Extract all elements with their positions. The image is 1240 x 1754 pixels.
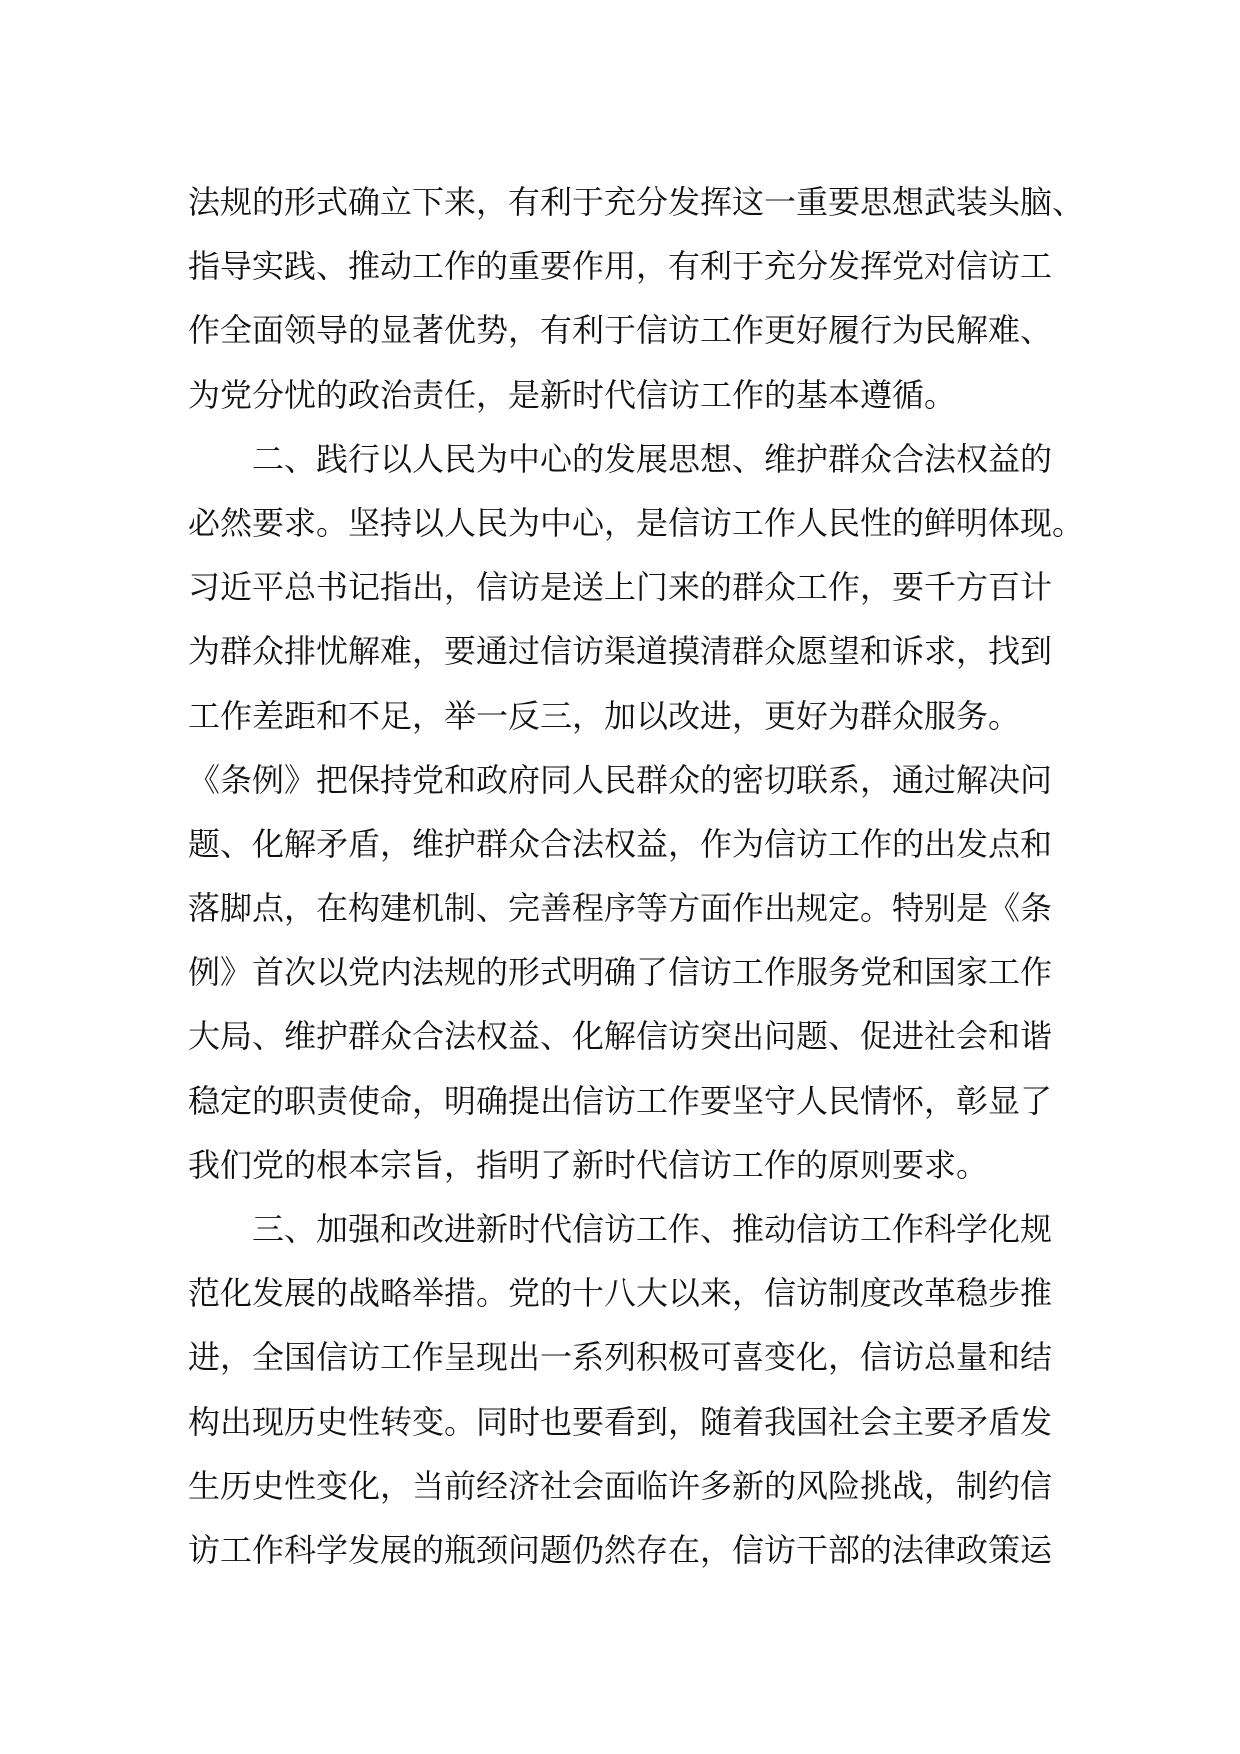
text-line: 范化发展的战略举措。党的十八大以来，信访制度改革稳步推 xyxy=(188,1274,1053,1313)
text-line: 为群众排忧解难，要通过信访渠道摸清群众愿望和诉求，找到 xyxy=(188,632,1053,671)
paragraph-heading-two: 二、践行以人民为中心的发展思想、维护群众合法权益的 xyxy=(252,439,1053,478)
text-line: 进，全国信访工作呈现出一系列积极可喜变化，信访总量和结 xyxy=(188,1338,1053,1377)
text-line: 《条例》把保持党和政府同人民群众的密切联系，通过解决问 xyxy=(188,760,1053,799)
text-line: 稳定的职责使命，明确提出信访工作要坚守人民情怀，彰显了 xyxy=(188,1081,1053,1120)
text-line: 我们党的根本宗旨，指明了新时代信访工作的原则要求。 xyxy=(188,1145,989,1184)
text-line: 生历史性变化，当前经济社会面临许多新的风险挑战，制约信 xyxy=(188,1466,1053,1505)
text-line: 工作差距和不足，举一反三，加以改进，更好为群众服务。 xyxy=(188,696,1021,735)
text-line: 访工作科学发展的瓶颈问题仍然存在，信访干部的法律政策运 xyxy=(188,1530,1053,1569)
text-line: 大局、维护群众合法权益、化解信访突出问题、促进社会和谐 xyxy=(188,1017,1053,1056)
body-text xyxy=(188,170,1085,1582)
text-line: 习近平总书记指出，信访是送上门来的群众工作，要千方百计 xyxy=(188,568,1053,607)
text-line: 指导实践、推动工作的重要作用，有利于充分发挥党对信访工 xyxy=(188,247,1053,286)
text-line: 必然要求。坚持以人民为中心，是信访工作人民性的鲜明体现。 xyxy=(188,503,1085,542)
paragraph-heading-three: 三、加强和改进新时代信访工作、推动信访工作科学化规 xyxy=(252,1210,1053,1248)
text-line: 构出现历史性转变。同时也要看到，随着我国社会主要矛盾发 xyxy=(188,1402,1053,1441)
text-line: 作全面领导的显著优势，有利于信访工作更好履行为民解难、 xyxy=(188,311,1053,350)
text-line: 为党分忧的政治责任，是新时代信访工作的基本遵循。 xyxy=(188,375,957,414)
text-line: 题、化解矛盾，维护群众合法权益，作为信访工作的出发点和 xyxy=(188,824,1053,863)
text-line: 落脚点，在构建机制、完善程序等方面作出规定。特别是《条 xyxy=(188,889,1053,928)
text-line: 例》首次以党内法规的形式明确了信访工作服务党和国家工作 xyxy=(188,953,1053,992)
text-line: 法规的形式确立下来，有利于充分发挥这一重要思想武装头脑、 xyxy=(188,183,1085,221)
